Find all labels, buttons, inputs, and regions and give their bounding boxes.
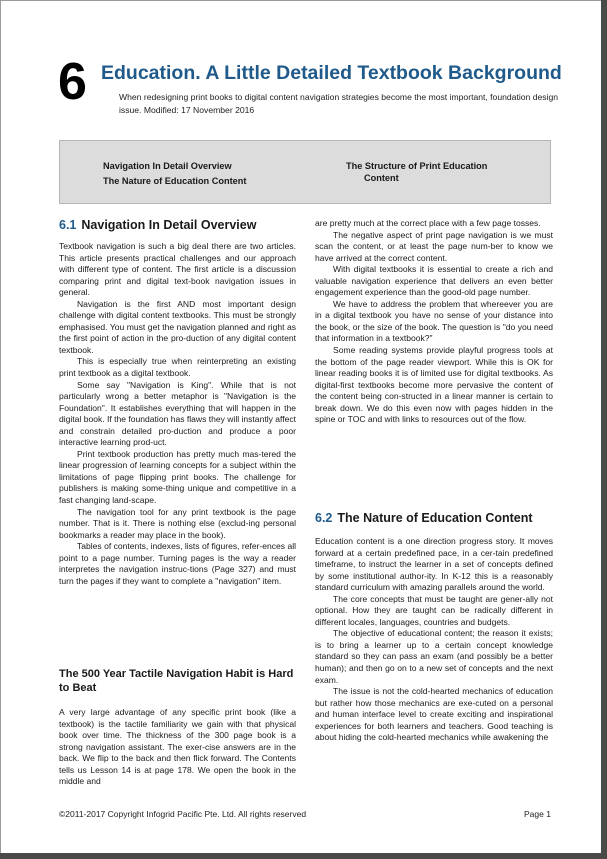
- page-shadow-right: [601, 0, 607, 859]
- page-border-top: [0, 0, 607, 1]
- toc-link-structure-of-print-cont[interactable]: Content: [364, 173, 399, 183]
- table-of-contents: [59, 140, 551, 204]
- toc-link-nature-of-education[interactable]: The Nature of Education Content: [103, 176, 247, 186]
- paragraph: We have to address the problem that whereever you are in a digital textbook you have no sense of your distance into the book, or the size of the book. The question is "do you need that information in a textbook?": [315, 298, 553, 344]
- chapter-description: When redesigning print books to digital content navigation strategies become the most important, foundation design issue. Modified: 17 November 2016: [119, 92, 559, 115]
- page-shadow-bottom: [0, 853, 607, 859]
- paragraph: Education content is a one direction progress story. It moves forward at a certain predefined pace, in a cer-tain predefined timeframe, to instruct the learner in a set of concepts defined by some institutional author-ity. In K-12 this is a reasonably standard curriculum with amazing parallels around the world.: [315, 536, 553, 593]
- footer-page-number: Page 1: [524, 809, 551, 819]
- paragraph: The core concepts that must be taught are gener-ally not optional. How they are taught can be radically different in different locales, languages, countries and budgets.: [315, 593, 553, 627]
- paragraph: This is especially true when reinterpreting an existing print textbook as a digital textbook.: [59, 356, 296, 379]
- left-column-lower: [59, 707, 296, 788]
- paragraph: Some say "Navigation is King". While that is not particularly wrong a better metaphor is "Navigation is the Foundation". It establishes everything that will happen in the digital book. If the foundation has flaws they will instantly affect and constrain detailed pro-duction and produce a poor interactive learning prod-uct.: [59, 379, 296, 448]
- right-column-lower: [315, 536, 553, 744]
- section-number: 6.2: [315, 511, 333, 525]
- paragraph: Tables of contents, indexes, lists of figures, refer-ences all point to a page number. Turning pages is the way a reader interpretes the navigation instruc-tions (Page 327) and must turn the pages if they want to complete a "navigation" item.: [59, 541, 297, 586]
- chapter-title: Education. A Little Detailed Textbook Background: [101, 62, 562, 84]
- paragraph: Some reading systems provide playful progress tools at the bottom of the page reader viewport. While this is OK for linear reading books it is of limited use for digital textbooks. As digital-first textbooks become more pervasive the content of the content being con-structed in a linear manner is certain to break down. We do this even now with pages hidden in the spine or TOC and with links to resources out of the flow.: [315, 345, 553, 425]
- paragraph: With digital textbooks it is essential to create a rich and valuable navigation experience that delivers an even better engagement experience than the good-old page number.: [315, 264, 553, 298]
- paragraph: The issue is not the cold-hearted mechanics of education but rather how those mechanics are exe-cuted on a personal and human interface level to create exciting and inspirational experiences for both learners and teachers. Good teaching is about hiding the cold-hearted mechanics while awakening the: [315, 686, 553, 743]
- chapter-number: 6: [58, 53, 87, 111]
- paragraph: Textbook navigation is such a big deal there are two articles. This article presents practical challenges and our approach with different type of content. The first article is a discussion comparing print and digital text-book navigation issues in general.: [59, 241, 296, 298]
- footer-copyright: ©2011-2017 Copyright Infogrid Pacific Pte. Ltd. All rights reserved: [59, 809, 307, 819]
- left-column: [59, 241, 296, 587]
- paragraph: The objective of educational content; the reason it exists; is to bring a learner up to a certain concept knowledge standard so they can pass an exam (and possibly be a better human); and then go on to a new set of concepts and the next exam.: [315, 628, 553, 685]
- section-title: The Nature of Education Content: [337, 511, 533, 525]
- section-title: Navigation In Detail Overview: [81, 218, 257, 232]
- paragraph: The negative aspect of print page navigation is we must scan the content, or at least the page num-ber to know we have arrived at the correct content.: [315, 229, 553, 263]
- paragraph: Print textbook production has pretty much mas-tered the linear progression of learning concepts for a subject within the limitations of page flipping print books. The challenge for publishers is making some-thing unique and competitive in a fast changing land-scape.: [59, 448, 296, 506]
- paragraph: Navigation is the first AND most important design challenge with digital content textbooks. This must be strongly emphasised. You must get the navigation planned and right as the first point of action in the pro-duction of any digital content textbook.: [59, 298, 296, 355]
- paragraph: are pretty much at the correct place with a few page tosses.: [315, 218, 541, 228]
- section-heading-6-1: [59, 217, 256, 233]
- subheading-tactile-navigation: The 500 Year Tactile Navigation Habit is Hard to Beat: [59, 668, 294, 694]
- section-heading-6-2: [315, 510, 533, 526]
- toc-link-navigation-overview[interactable]: Navigation In Detail Overview: [103, 161, 232, 171]
- page-border-left: [0, 0, 1, 859]
- toc-link-structure-of-print[interactable]: The Structure of Print Education: [346, 161, 488, 171]
- right-column: [315, 218, 553, 426]
- section-number: 6.1: [59, 218, 77, 232]
- paragraph: A very large advantage of any specific print book (like a textbook) is the tactile familiarity we gain with that physical book over time. The thickness of the 300 page book is a strong navigation assistant. The exer-cise answers are in the back. We flip to the back and then flick forward. The Contents tells us Lesson 14 is at page 178. We open the book in the middle and: [59, 707, 296, 787]
- paragraph: The navigation tool for any print textbook is the page number. That is it. There is nothing else (exclud-ing personal bookmarks a reader may place in the book).: [59, 506, 296, 540]
